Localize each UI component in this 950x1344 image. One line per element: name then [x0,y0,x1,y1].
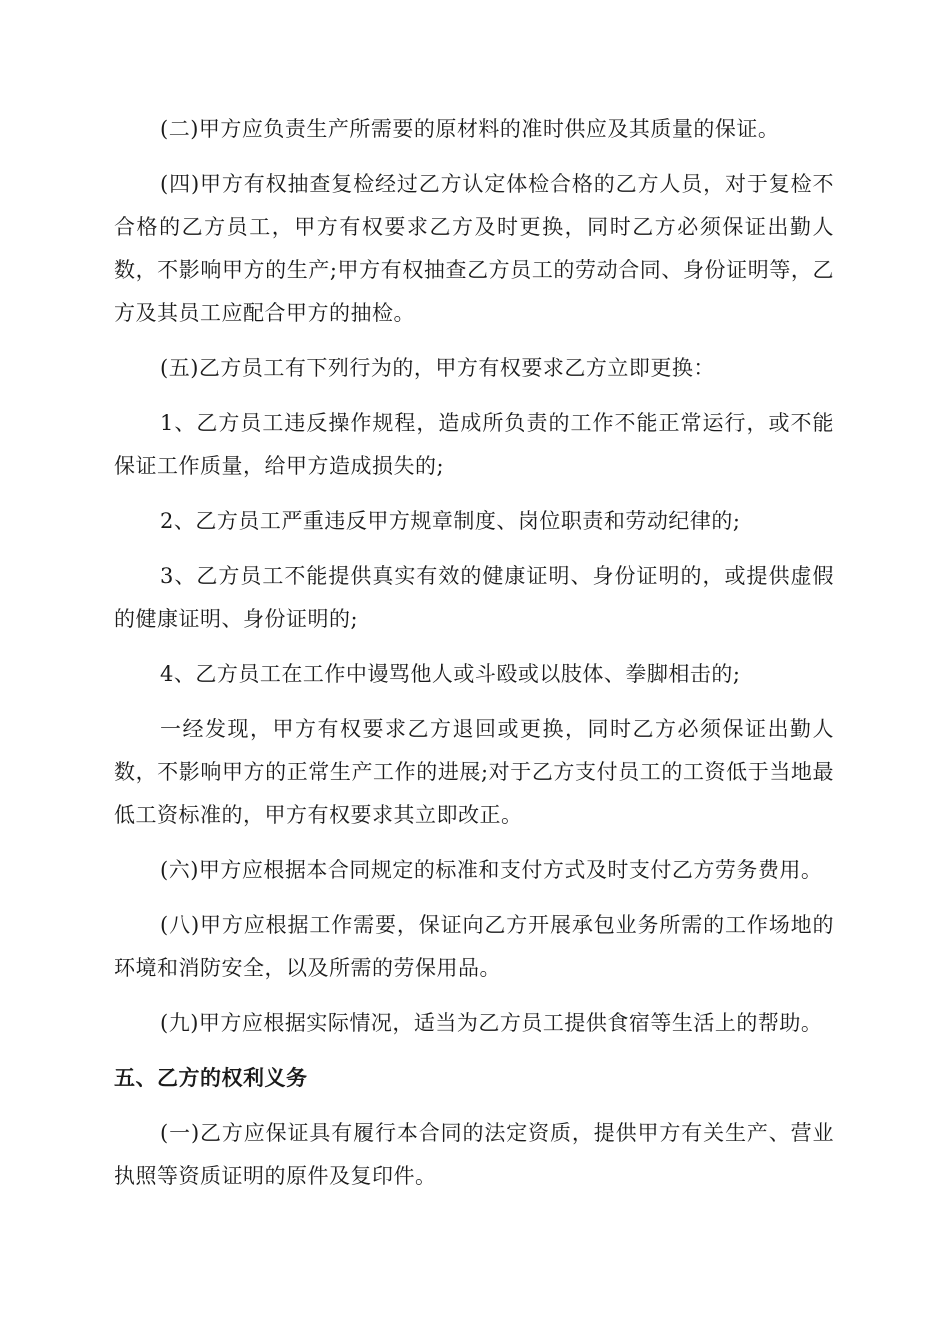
list-item-4: 4、乙方员工在工作中谩骂他人或斗殴或以肢体、拳脚相击的; [160,662,741,686]
paragraph-9: (九)甲方应根据实际情况，适当为乙方员工提供食宿等生活上的帮助。 [160,1011,823,1035]
paragraph-2: (二)甲方应负责生产所需要的原材料的准时供应及其质量的保证。 [160,117,780,141]
paragraph-6: (六)甲方应根据本合同规定的标准和支付方式及时支付乙方劳务费用。 [160,858,823,882]
paragraph-5: (五)乙方员工有下列行为的，甲方有权要求乙方立即更换： [160,356,715,380]
list-item-3: 3、乙方员工不能提供真实有效的健康证明、身份证明的，或提供虚假的健康证明、身份证明的; [114,564,834,631]
section-heading: 五、乙方的权利义务 [114,1066,308,1090]
paragraph-party-b-1: (一)乙方应保证具有履行本合同的法定资质，提供甲方有关生产、营业执照等资质证明的原件及复印件。 [114,1121,834,1188]
paragraph-8: (八)甲方应根据工作需要，保证向乙方开展承包业务所需的工作场地的环境和消防安全，以及所需的劳保用品。 [114,913,834,980]
paragraph-4: (四)甲方有权抽查复检经过乙方认定体检合格的乙方人员，对于复检不合格的乙方员工，甲方有权要求乙方及时更换，同时乙方必须保证出勤人数，不影响甲方的生产;甲方有权抽查乙方员工的劳动合同、身份证明等，乙方及其员工应配合甲方的抽检。 [114,172,834,325]
list-item-2: 2、乙方员工严重违反甲方规章制度、岗位职责和劳动纪律的; [160,509,741,533]
document-page [114,108,834,1210]
paragraph-discovery: 一经发现，甲方有权要求乙方退回或更换，同时乙方必须保证出勤人数，不影响甲方的正常生产工作的进展;对于乙方支付员工的工资低于当地最低工资标准的，甲方有权要求其立即改正。 [114,717,834,827]
list-item-1: 1、乙方员工违反操作规程，造成所负责的工作不能正常运行，或不能保证工作质量，给甲方造成损失的; [114,411,834,478]
